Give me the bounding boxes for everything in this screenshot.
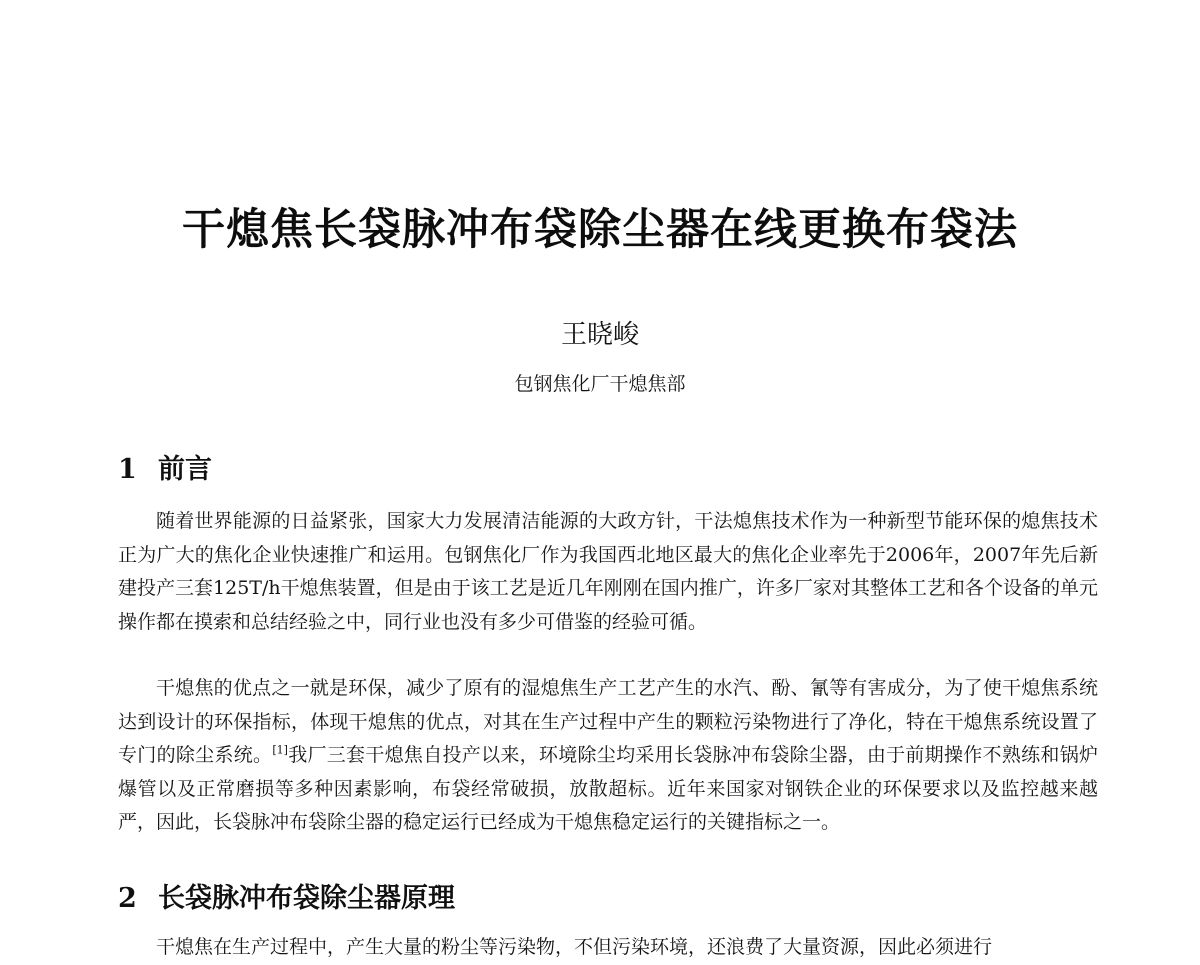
citation-marker: [1] [272, 743, 288, 757]
paragraph: 随着世界能源的日益紧张，国家大力发展清洁能源的大政方针，干法熄焦技术作为一种新型节能环保的熄焦技术正为广大的焦化企业快速推广和运用。包钢焦化厂作为我国西北地区最大的焦化企业率先于2006年，2007年先后新建投产三套125T/h干熄焦装置，但是由于该工艺是近几年刚刚在国内推广，许多厂家对其整体工艺和各个设备的单元操作都在摸索和总结经验之中，同行业也没有多少可借鉴的经验可循。 [118, 510, 1098, 633]
paragraph: 干熄焦在生产过程中，产生大量的粉尘等污染物，不但污染环境，还浪费了大量资源，因此必须进行 [156, 936, 993, 958]
paper-title: 干熄焦长袋脉冲布袋除尘器在线更换布袋法 [182, 205, 1018, 255]
section-heading-1 [118, 454, 212, 486]
section-title: 前言 [158, 454, 212, 485]
section-title: 长袋脉冲布袋除尘器原理 [158, 883, 455, 914]
section-number: 1 [118, 454, 137, 485]
paragraph-text: 我厂三套干熄焦自投产以来，环境除尘均采用长袋脉冲布袋除尘器，由于前期操作不熟练和锅炉爆管以及正常磨损等多种因素影响，布袋经常破损，放散超标。近年来国家对钢铁企业的环保要求以及监控越来越严，因此，长袋脉冲布袋除尘器的稳定运行已经成为干熄焦稳定运行的关键指标之一。 [118, 744, 1098, 833]
paragraph-text: 干熄焦的优点之一就是环保，减少了原有的湿熄焦生产工艺产生的水汽、酚、氰等有害成分，为了使干熄焦系统达到设计的环保指标，体现干熄焦的优点，对其在生产过程中产生的颗粒污染物进行了净化，特在干熄焦系统设置了专门的除尘系统。 [118, 677, 1098, 766]
section-heading-2 [118, 883, 455, 915]
author-name: 王晓峻 [560, 320, 639, 350]
section-number: 2 [118, 883, 137, 914]
author-affiliation: 包钢焦化厂干熄焦部 [514, 373, 686, 395]
paragraph [118, 672, 1098, 840]
